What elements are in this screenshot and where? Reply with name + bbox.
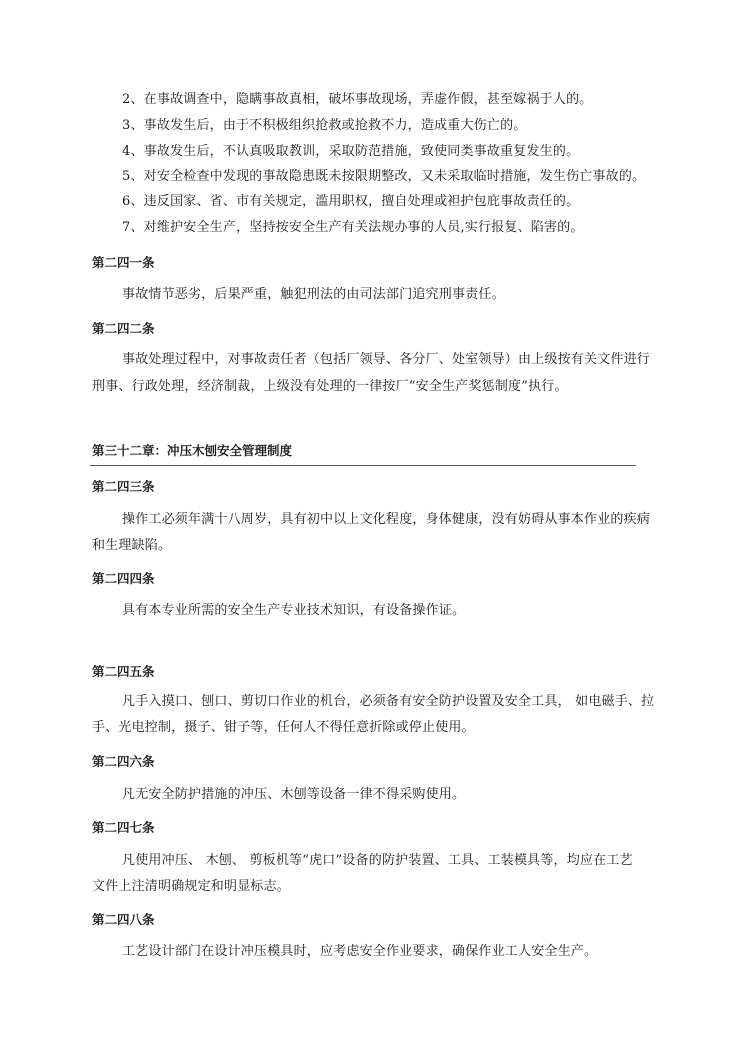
article-text-245: 手、光电控制，摄子、钳子等，任何人不得任意折除或停止使用。	[92, 720, 475, 735]
article-text-242: 刑事、行政处理，经济制裁，上级没有处理的一律按厂“安全生产奖惩制度”执行。	[92, 379, 568, 394]
article-heading-248: 第二四八条	[92, 912, 155, 927]
article-heading-244: 第二四四条	[92, 571, 155, 586]
chapter-title: 第三十二章：冲压木刨安全管理制度	[92, 443, 293, 458]
list-item: 2、在事故调查中，隐瞒事故真相，破坏事故现场，弄虚作假，甚至嫁祸于人的。	[122, 92, 593, 107]
article-text-247: 文件上注清明确规定和明显标志。	[92, 879, 291, 894]
list-item: 3、事故发生后，由于不积极组织抢救或抢救不力，造成重大伤亡的。	[122, 118, 527, 133]
article-heading-245: 第二四五条	[92, 664, 155, 679]
list-item: 6、违反国家、省、市有关规定，滥用职权，擅自处理或袒护包庇事故责任的。	[122, 194, 580, 209]
article-heading-242: 第二四二条	[92, 321, 155, 336]
article-text-245: 凡手入摸口、刨口、剪切口作业的机台，必须备有安全防护设置及安全工具， 如电磁手、拉	[122, 694, 655, 709]
article-text-246: 凡无安全防护措施的冲压、木刨等设备一律不得采购使用。	[122, 787, 466, 802]
article-heading-247: 第二四七条	[92, 820, 155, 835]
article-text-243: 和生理缺陷。	[92, 538, 172, 553]
article-text-242: 事故处理过程中，对事故责任者（包括厂领导、各分厂、处室领导）由上级按有关文件进行	[122, 352, 651, 367]
article-text-247: 凡使用冲压、 木刨、 剪板机等“虎口”设备的防护装置、工具、工装模具等，均应在工艺	[122, 853, 633, 868]
article-text-243: 操作工必须年满十八周岁，具有初中以上文化程度，身体健康，没有妨碍从事本作业的疾病	[122, 512, 651, 527]
list-item: 4、事故发生后，不认真吸取教训，采取防范措施，致使同类事故重复发生的。	[122, 144, 580, 159]
article-text-241: 事故情节恶劣，后果严重，触犯刑法的由司法部门追究刑事责任。	[122, 287, 505, 302]
article-heading-243: 第二四三条	[92, 479, 155, 494]
article-text-248: 工艺设计部门在设计冲压模具时，应考虑安全作业要求，确保作业工人安全生产。	[122, 944, 598, 959]
article-heading-241: 第二四一条	[92, 255, 155, 270]
chapter-divider	[90, 465, 636, 466]
article-text-244: 具有本专业所需的安全生产专业技术知识，有设备操作证。	[122, 603, 466, 618]
list-item: 5、对安全检查中发现的事故隐患既未按限期整改，又未采取临时措施，发生伤亡事故的。	[122, 169, 646, 184]
list-item: 7、对维护安全生产，坚持按安全生产有关法规办事的人员,实行报复、陷害的。	[122, 220, 584, 235]
article-heading-246: 第二四六条	[92, 754, 155, 769]
